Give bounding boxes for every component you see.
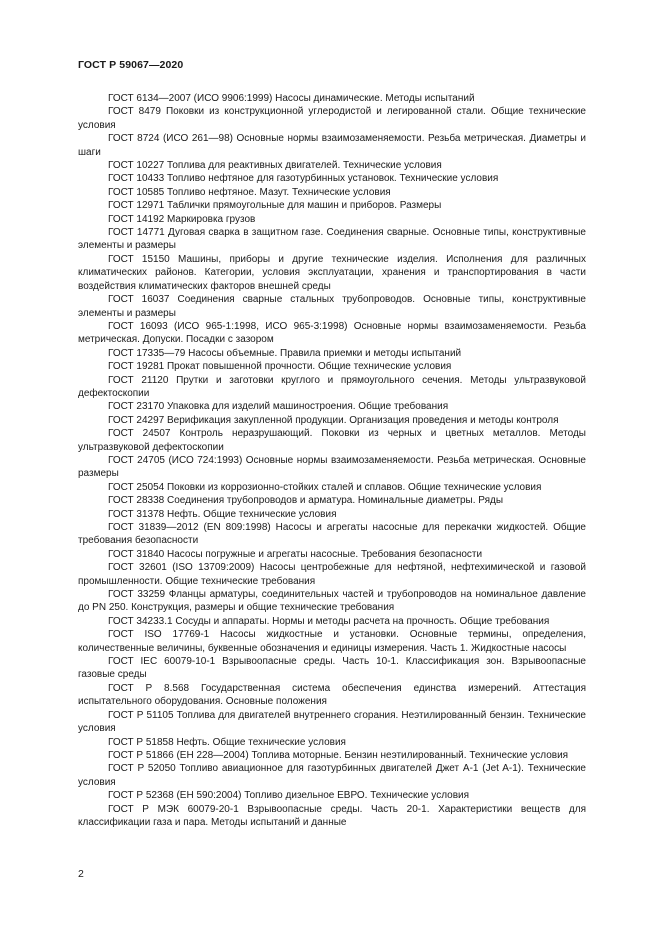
document-header: ГОСТ Р 59067—2020 [78,59,184,71]
reference-entry: ГОСТ Р 52368 (ЕН 590:2004) Топливо дизельное ЕВРО. Технические условия [108,790,470,802]
reference-entry: ГОСТ 17335—79 Насосы объемные. Правила приемки и методы испытаний [108,347,462,359]
reference-entry: ГОСТ 6134—2007 (ИСО 9906:1999) Насосы динамические. Методы испытаний [108,93,475,104]
reference-entry: ГОСТ 10227 Топлива для реактивных двигателей. Технические условия [108,160,442,172]
reference-entry: ГОСТ 31840 Насосы погружные и агрегаты насосные. Требования безопасности [108,548,483,560]
reference-entry: ГОСТ 8724 (ИСО 261—98) Основные нормы взаимозаменяемости. Резьба метрическая. Диаметры и шаги [78,133,586,158]
reference-entry: ГОСТ 31378 Нефть. Общие технические условия [108,508,337,520]
reference-entry: ГОСТ 33259 Фланцы арматуры, соединительных частей и трубопроводов на номинальное давление до PN 250. Конструкция, размеры и общие технические требования [78,589,586,614]
reference-entry: ГОСТ IEC 60079-10-1 Взрывоопасные среды. Часть 10-1. Классификация зон. Взрывоопасные газовые среды [78,656,586,681]
reference-entry: ГОСТ 34233.1 Сосуды и аппараты. Нормы и методы расчета на прочность. Общие требования [108,615,550,627]
reference-entry: ГОСТ 28338 Соединения трубопроводов и арматура. Номинальные диаметры. Ряды [108,495,504,507]
reference-entry: ГОСТ 12971 Таблички прямоугольные для машин и приборов. Размеры [108,200,442,212]
reference-entry: ГОСТ Р 8.568 Государственная система обеспечения единства измерений. Аттестация испытательного оборудования. Основные положения [78,682,586,708]
reference-entry: ГОСТ 24705 (ИСО 724:1993) Основные нормы взаимозаменяемости. Резьба метрическая. Основные размеры [78,454,586,480]
reference-entry: ГОСТ Р 51858 Нефть. Общие технические условия [108,736,346,748]
reference-entry: ГОСТ 24297 Верификация закупленной продукции. Организация проведения и методы контроля [108,414,559,426]
reference-entry: ГОСТ 10585 Топливо нефтяное. Мазут. Технические условия [108,186,391,198]
reference-entry: ГОСТ Р 51866 (ЕН 228—2004) Топлива моторные. Бензин неэтилированный. Технические условия [108,749,569,761]
reference-entry: ГОСТ 16037 Соединения сварные стальных трубопроводов. Основные типы, конструктивные элементы и размеры [78,294,586,319]
reference-entry: ГОСТ ISO 17769-1 Насосы жидкостные и установки. Основные термины, определения, количественные величины, буквенные обозначения и единицы измерения. Часть 1. Жидкостные насосы [78,629,586,654]
reference-entry: ГОСТ 10433 Топливо нефтяное для газотурбинных установок. Технические условия [108,173,499,185]
reference-entry: ГОСТ 15150 Машины, приборы и другие технические изделия. Исполнения для различных климатических районов. Категории, условия эксплуатации, хранения и транспортирования в части воздействия климатических факторов внешней среды [78,253,586,292]
normative-references-list [78,92,586,829]
reference-entry: ГОСТ 23170 Упаковка для изделий машиностроения. Общие требования [108,401,449,413]
reference-entry: ГОСТ 25054 Поковки из коррозионно-стойких сталей и сплавов. Общие технические условия [108,481,542,493]
reference-entry: ГОСТ Р 51105 Топлива для двигателей внутреннего сгорания. Неэтилированный бензин. Технические условия [78,709,586,735]
reference-entry: ГОСТ 21120 Прутки и заготовки круглого и прямоугольного сечения. Методы ультразвуковой дефектоскопии [78,374,586,399]
reference-entry: ГОСТ 14771 Дуговая сварка в защитном газе. Соединения сварные. Основные типы, конструктивные элементы и размеры [78,227,586,252]
page-number: 2 [78,868,84,880]
reference-entry: ГОСТ 16093 (ИСО 965-1:1998, ИСО 965-3:1998) Основные нормы взаимозаменяемости. Резьба метрическая. Допуски. Посадки с зазором [78,320,586,346]
reference-entry: ГОСТ Р 52050 Топливо авиационное для газотурбинных двигателей Джет А-1 (Jet A-1). Технические условия [78,763,586,788]
reference-entry: ГОСТ 14192 Маркировка грузов [108,213,256,225]
reference-entry: ГОСТ 19281 Прокат повышенной прочности. Общие технические условия [108,361,452,373]
reference-entry: ГОСТ 8479 Поковки из конструкционной углеродистой и легированной стали. Общие технические условия [78,106,586,131]
reference-entry: ГОСТ Р МЭК 60079-20-1 Взрывоопасные среды. Часть 20-1. Характеристики веществ для классификации газа и пара. Методы испытаний и данные [78,803,586,828]
reference-entry: ГОСТ 31839—2012 (EN 809:1998) Насосы и агрегаты насосные для перекачки жидкостей. Общие требования безопасности [78,522,586,547]
reference-entry: ГОСТ 32601 (ISO 13709:2009) Насосы центробежные для нефтяной, нефтехимической и газовой промышленности. Общие технические требования [78,562,586,587]
reference-entry: ГОСТ 24507 Контроль неразрушающий. Поковки из черных и цветных металлов. Методы ультразвуковой дефектоскопии [78,428,586,453]
